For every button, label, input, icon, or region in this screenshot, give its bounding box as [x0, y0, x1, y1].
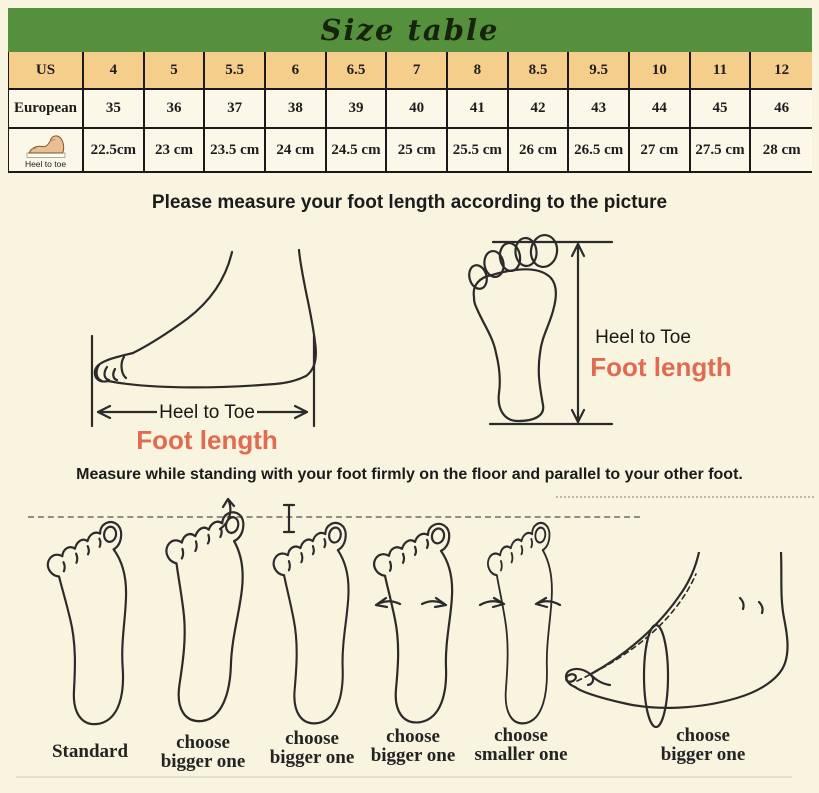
size-table-cell: 41 — [448, 90, 509, 129]
size-table-cell: 9.5 — [569, 52, 630, 90]
footprint-arrow-label: Heel to Toe — [588, 327, 698, 349]
heel-to-toe-foot-icon — [24, 134, 68, 160]
size-table-cell: 36 — [145, 90, 206, 129]
footprint-narrow — [478, 519, 560, 730]
size-table-cell: 24 cm — [266, 129, 327, 173]
size-table-cell: 6 — [266, 52, 327, 90]
fit-label-bigger-4: choose bigger one — [660, 725, 746, 765]
fit-label-standard: Standard — [51, 741, 129, 762]
size-table-cell: 26.5 cm — [569, 129, 630, 173]
size-table-cell: 28 cm — [751, 129, 812, 173]
heel-to-toe-caption: Heel to toe — [24, 158, 67, 169]
size-table-cell: 44 — [630, 90, 691, 129]
size-table-row-label: US — [9, 52, 84, 90]
fit-label-smaller: choose smaller one — [474, 725, 568, 765]
size-table-cell: 4 — [84, 52, 145, 90]
footprint-wide — [362, 520, 462, 729]
size-table-cell: 11 — [691, 52, 752, 90]
footprint-long-toe — [150, 506, 250, 728]
size-table-cell: 5.5 — [205, 52, 266, 90]
fit-label-bigger-2: choose bigger one — [269, 728, 355, 768]
size-table-cell: 12 — [751, 52, 812, 90]
fit-label-bigger-1: choose bigger one — [160, 732, 246, 772]
footprint-near-line — [262, 519, 358, 730]
size-table-cell: 40 — [387, 90, 448, 129]
size-table-cell: 35 — [84, 90, 145, 129]
size-table-cell: 38 — [266, 90, 327, 129]
size-table-cell: 26 cm — [509, 129, 570, 173]
fit-label-bigger-3: choose bigger one — [370, 726, 456, 766]
size-table-cell: 25 cm — [387, 129, 448, 173]
size-table-cell: 27 cm — [630, 129, 691, 173]
size-table-cell: 7 — [387, 52, 448, 90]
gap-measure-mark-icon — [282, 502, 296, 536]
size-table-cell: 46 — [751, 90, 812, 129]
side-view-foot-length-label: Foot length — [136, 425, 278, 455]
width-outward-arrows-icon — [366, 592, 458, 614]
size-table-cell: 10 — [630, 52, 691, 90]
size-table-cell: 8.5 — [509, 52, 570, 90]
size-table-cell: 24.5 cm — [327, 129, 388, 173]
width-inward-arrows-icon — [474, 592, 566, 614]
toe-over-line-arrow-icon — [212, 497, 242, 531]
size-table-cell: 37 — [205, 90, 266, 129]
size-table-cell: 42 — [509, 90, 570, 129]
size-table-row-label: European — [9, 90, 84, 129]
size-table-cell: 25.5 cm — [448, 129, 509, 173]
measure-heading: Please measure your foot length according to the picture — [151, 192, 668, 213]
footprint-foot-length-label: Foot length — [590, 352, 732, 382]
bottom-divider — [16, 776, 792, 778]
size-table-row-label — [9, 129, 84, 173]
size-table-cell: 39 — [327, 90, 388, 129]
size-table-cell: 43 — [569, 90, 630, 129]
size-table-cell: 45 — [691, 90, 752, 129]
size-table-cell: 8 — [448, 52, 509, 90]
high-instep-foot-diagram — [560, 552, 794, 730]
stand-note: Measure while standing with your foot firmly on the floor and parallel to your other foot. — [76, 466, 743, 483]
size-table-cell: 6.5 — [327, 52, 388, 90]
size-table-cell: 22.5cm — [84, 129, 145, 173]
size-table — [8, 52, 812, 173]
footprint-standard — [34, 517, 140, 732]
faint-reference-line — [556, 496, 814, 498]
size-table-title: Size table — [8, 8, 812, 52]
size-table-cell: 27.5 cm — [691, 129, 752, 173]
size-table-cell: 23 cm — [145, 129, 206, 173]
size-table-cell: 23.5 cm — [205, 129, 266, 173]
side-view-arrow-label: Heel to Toe — [157, 402, 257, 424]
size-table-cell: 5 — [145, 52, 206, 90]
